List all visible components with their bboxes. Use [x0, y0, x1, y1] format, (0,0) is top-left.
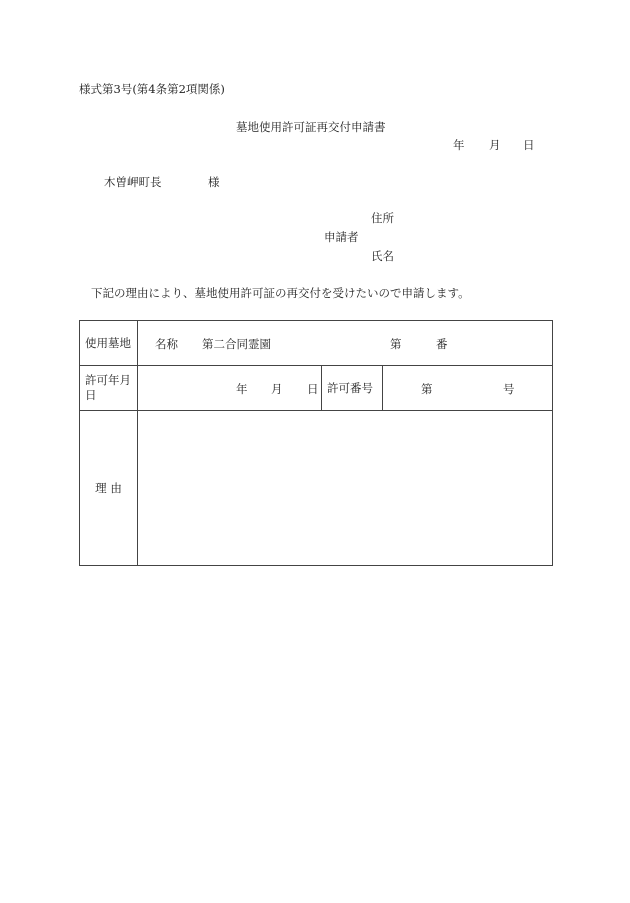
- date-day-label: 日: [523, 138, 535, 152]
- date-year-label: 年: [453, 138, 465, 152]
- cemetery-label: 使用墓地: [80, 321, 138, 366]
- reason-label: 理 由: [95, 481, 122, 495]
- applicant-role: 申請者: [324, 230, 359, 244]
- request-statement: 下記の理由により、墓地使用許可証の再交付を受けたいので申請します。: [91, 286, 470, 300]
- cemetery-details: [138, 321, 553, 366]
- addressee-name: 木曽岬町長: [104, 175, 162, 189]
- permit-day-label: 日: [307, 382, 319, 396]
- cemetery-row: [80, 321, 553, 366]
- permit-number-cell: [383, 366, 553, 411]
- cemetery-name-value: 第二合同霊園: [202, 337, 271, 351]
- permit-number-prefix: 第: [421, 382, 433, 396]
- permit-row: [80, 366, 553, 411]
- reason-label-cell: [80, 411, 138, 566]
- reason-row: [80, 411, 553, 566]
- name-label: 氏名: [371, 249, 394, 263]
- application-table: [79, 320, 553, 566]
- cemetery-name-label: 名称: [155, 337, 178, 351]
- permit-date-cell: [138, 366, 322, 411]
- permit-number-label: 許可番号: [322, 366, 383, 411]
- reason-field[interactable]: [138, 411, 553, 566]
- form-number: 様式第3号(第4条第2項関係): [79, 82, 225, 96]
- lot-number-suffix: 番: [436, 337, 448, 351]
- permit-number-suffix: 号: [503, 382, 515, 396]
- permit-year-label: 年: [236, 382, 248, 396]
- permit-month-label: 月: [271, 382, 283, 396]
- lot-number-prefix: 第: [390, 337, 402, 351]
- permit-date-label: 許可年月日: [80, 366, 138, 411]
- date-month-label: 月: [489, 138, 501, 152]
- addressee-honorific: 様: [208, 175, 220, 189]
- address-label: 住所: [371, 211, 394, 225]
- document-title: 墓地使用許可証再交付申請書: [236, 120, 386, 134]
